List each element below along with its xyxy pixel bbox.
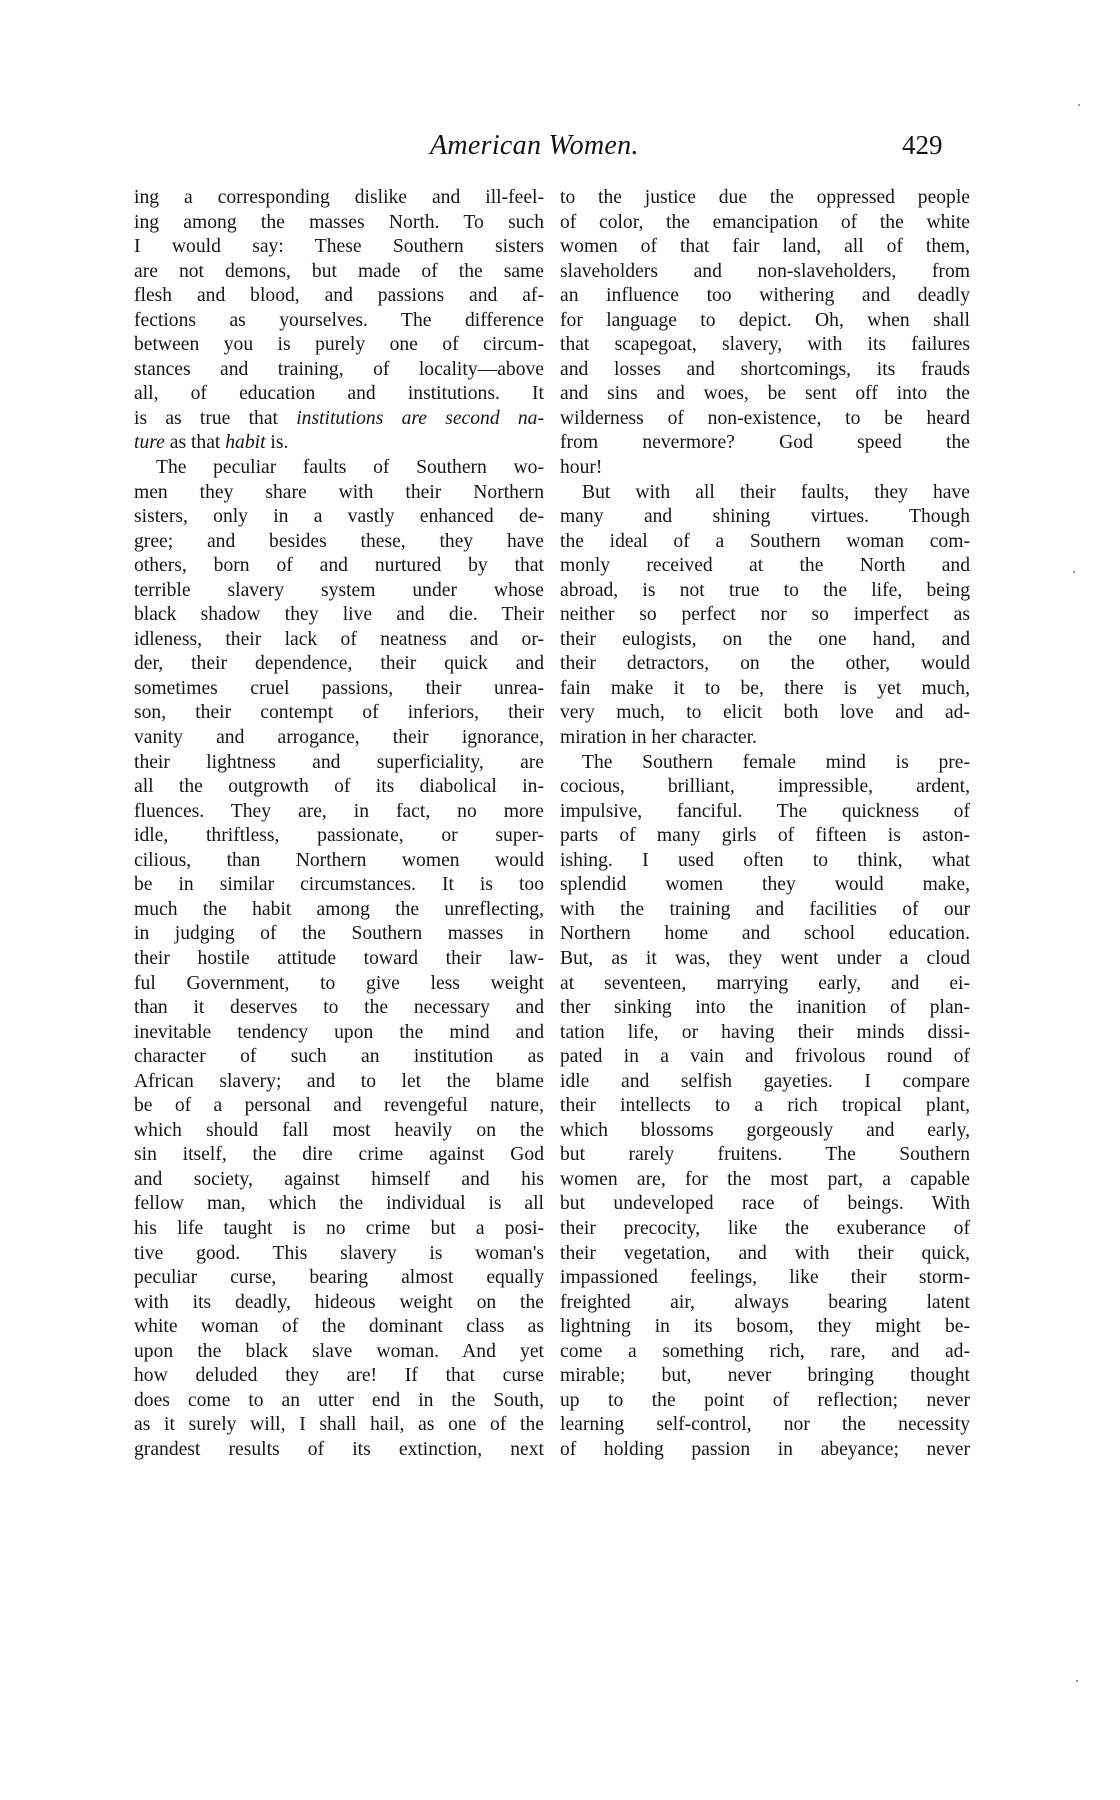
scan-speck <box>1073 571 1075 573</box>
text-line: parts of many girls of fifteen is aston- <box>560 825 970 847</box>
text-line: learning self-control, nor the necessity <box>560 1414 970 1436</box>
text-line: peculiar curse, bearing almost equally <box>134 1267 544 1289</box>
text-line: sometimes cruel passions, their unrea- <box>134 677 544 699</box>
text-line: come a something rich, rare, and ad- <box>560 1340 970 1362</box>
text-line: men they share with their Northern <box>134 481 544 503</box>
text-line: cocious, brilliant, impressible, ardent, <box>560 776 970 798</box>
text-line: their eulogists, on the one hand, and <box>560 628 970 650</box>
text-line: tive good. This slavery is woman's <box>134 1242 544 1264</box>
text-line: sisters, only in a vastly enhanced de- <box>134 506 544 528</box>
text-line: from nevermore? God speed the <box>560 432 970 454</box>
text-line: up to the point of reflection; never <box>560 1389 970 1411</box>
text-line: ishing. I used often to think, what <box>560 849 970 871</box>
text-line: of color, the emancipation of the white <box>560 211 970 233</box>
text-line: idle and selfish gayeties. I compare <box>560 1070 970 1092</box>
text-line: others, born of and nurtured by that <box>134 555 544 577</box>
text-line: character of such an institution as <box>134 1046 544 1068</box>
text-line: their vegetation, and with their quick, <box>560 1242 970 1264</box>
text-line: African slavery; and to let the blame <box>134 1070 544 1092</box>
text-line: ful Government, to give less weight <box>134 972 544 994</box>
text-line: fellow man, which the individual is all <box>134 1193 544 1215</box>
text-line: But with all their faults, they have <box>582 481 970 503</box>
text-line: flesh and blood, and passions and af- <box>134 285 544 307</box>
text-line: are not demons, but made of the same <box>134 260 544 282</box>
text-line: between you is purely one of circum- <box>134 334 544 356</box>
text-line: be in similar circumstances. It is too <box>134 874 544 896</box>
text-line: the ideal of a Southern woman com- <box>560 530 970 552</box>
text-line: pated in a vain and frivolous round of <box>560 1046 970 1068</box>
text-line: their intellects to a rich tropical plant, <box>560 1095 970 1117</box>
text-line: black shadow they live and die. Their <box>134 604 544 626</box>
text-line: of holding passion in abeyance; never <box>560 1438 970 1460</box>
text-line: for language to depict. Oh, when shall <box>560 309 970 331</box>
text-line <box>134 407 544 432</box>
italic-text: habit <box>225 432 266 454</box>
text-line: be of a personal and revengeful nature, <box>134 1095 544 1117</box>
text-line: vanity and arrogance, their ignorance, <box>134 727 544 749</box>
text-line: in judging of the Southern masses in <box>134 923 544 945</box>
text-run: as that <box>164 432 226 454</box>
text-line: hour! <box>560 457 603 479</box>
text-line: sin itself, the dire crime against God <box>134 1144 544 1166</box>
text-line: women are, for the most part, a capable <box>560 1168 970 1190</box>
text-line: an influence too withering and deadly <box>560 285 970 307</box>
text-line: fluences. They are, in fact, no more <box>134 800 544 822</box>
text-line: their hostile attitude toward their law- <box>134 947 544 969</box>
text-line: to the justice due the oppressed people <box>560 187 970 208</box>
text-line: gree; and besides these, they have <box>134 530 544 552</box>
text-line: stances and training, of locality—above <box>134 358 544 380</box>
text-line: his life taught is no crime but a posi- <box>134 1217 544 1239</box>
running-head: American Women. <box>430 130 639 161</box>
text-line <box>134 431 544 456</box>
text-line: all the outgrowth of its diabolical in- <box>134 776 544 798</box>
text-line: ther sinking into the inanition of plan- <box>560 997 970 1019</box>
page-number: 429 <box>902 130 943 160</box>
text-line: idle, thriftless, passionate, or super- <box>134 825 544 847</box>
text-line: their lightness and superficiality, are <box>134 751 544 773</box>
text-line: ing a corresponding dislike and ill-feel- <box>134 187 544 208</box>
text-line: I would say: These Southern sisters <box>134 236 544 258</box>
italic-text: ture <box>134 432 165 454</box>
text-line: tation life, or having their minds dissi- <box>560 1021 970 1043</box>
text-line: their precocity, like the exuberance of <box>560 1217 970 1239</box>
left-column <box>134 186 544 1462</box>
text-line: miration in her character. <box>560 727 757 749</box>
text-line: their detractors, on the other, would <box>560 653 970 675</box>
text-line: women of that fair land, all of them, <box>560 236 970 258</box>
text-line: which blossoms gorgeously and early, <box>560 1119 970 1141</box>
text-line: monly received at the North and <box>560 555 970 577</box>
text-line: that scapegoat, slavery, with its failures <box>560 334 970 356</box>
text-line: freighted air, always bearing latent <box>560 1291 970 1313</box>
text-line: at seventeen, marrying early, and ei- <box>560 972 970 994</box>
text-line: ing among the masses North. To such <box>134 211 544 233</box>
text-line: The Southern female mind is pre- <box>582 751 970 773</box>
scan-speck <box>1076 1680 1078 1682</box>
text-line: slaveholders and non-slaveholders, from <box>560 260 970 282</box>
italic-text: institutions are second na- <box>296 407 545 429</box>
text-line: der, their dependence, their quick and <box>134 653 544 675</box>
text-line: but rarely fruitens. The Southern <box>560 1144 970 1166</box>
text-line: impulsive, fanciful. The quickness of <box>560 800 970 822</box>
text-run: is as true that <box>134 407 297 429</box>
text-line: lightning in its bosom, they might be- <box>560 1316 970 1338</box>
text-line: Northern home and school education. <box>560 923 970 945</box>
text-line: mirable; but, never bringing thought <box>560 1365 970 1387</box>
text-line: very much, to elicit both love and ad- <box>560 702 970 724</box>
text-line: as it surely will, I shall hail, as one of the <box>134 1414 544 1436</box>
text-line: and losses and shortcomings, its frauds <box>560 358 970 380</box>
text-line: impassioned feelings, like their storm- <box>560 1267 970 1289</box>
text-line: grandest results of its extinction, next <box>134 1438 544 1460</box>
text-line: many and shining virtues. Though <box>560 506 970 528</box>
text-line: idleness, their lack of neatness and or- <box>134 628 544 650</box>
text-line: son, their contempt of inferiors, their <box>134 702 544 724</box>
text-line: splendid women they would make, <box>560 874 970 896</box>
scan-speck <box>1078 104 1080 106</box>
text-line: But, as it was, they went under a cloud <box>560 947 970 969</box>
text-line: all, of education and institutions. It <box>134 383 544 405</box>
text-line: white woman of the dominant class as <box>134 1316 544 1338</box>
text-line: abroad, is not true to the life, being <box>560 579 970 601</box>
text-line: and society, against himself and his <box>134 1168 544 1190</box>
text-line: much the habit among the unreflecting, <box>134 898 544 920</box>
text-line: upon the black slave woman. And yet <box>134 1340 544 1362</box>
text-line: fections as yourselves. The difference <box>134 309 544 331</box>
text-line: The peculiar faults of Southern wo- <box>156 457 544 479</box>
text-line: wilderness of non-existence, to be heard <box>560 407 970 429</box>
text-line: does come to an utter end in the South, <box>134 1389 544 1411</box>
text-line: terrible slavery system under whose <box>134 579 544 601</box>
text-line: but undeveloped race of beings. With <box>560 1193 970 1215</box>
text-line: which should fall most heavily on the <box>134 1119 544 1141</box>
text-line: how deluded they are! If that curse <box>134 1365 544 1387</box>
right-column <box>560 186 970 1462</box>
text-line: inevitable tendency upon the mind and <box>134 1021 544 1043</box>
text-line: neither so perfect nor so imperfect as <box>560 604 970 626</box>
text-line: fain make it to be, there is yet much, <box>560 677 970 699</box>
text-line: than it deserves to the necessary and <box>134 997 544 1019</box>
text-line: with its deadly, hideous weight on the <box>134 1291 544 1313</box>
text-line: and sins and woes, be sent off into the <box>560 383 970 405</box>
text-line: cilious, than Northern women would <box>134 849 544 871</box>
text-run: is. <box>265 432 289 454</box>
text-line: with the training and facilities of our <box>560 898 970 920</box>
